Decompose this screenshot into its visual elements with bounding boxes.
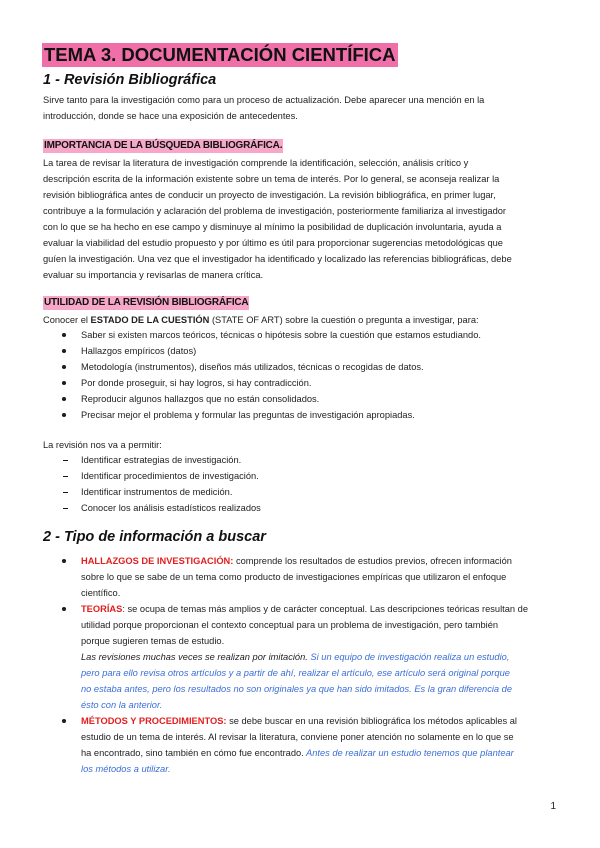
utilidad-bullet: Hallazgos empíricos (datos) (81, 346, 197, 356)
utilidad-bullet: Por donde proseguir, si hay logros, si hay contradicción. (81, 378, 312, 388)
section-1-intro-line: Sirve tanto para la investigación como para un proceso de actualización. Debe aparecer una mención en la (43, 95, 485, 105)
importancia-line: revisión bibliográfica antes de conducir un proyecto de investigación. La revisión bibliográfica, en primer lugar, (43, 190, 496, 200)
utilidad-bullet: Reproducir algunos hallazgos que no están consolidados. (81, 394, 320, 404)
importancia-line: La tarea de revisar la literatura de investigación comprende la identificación, selección, análisis crítico y (43, 158, 469, 168)
dash-icon (63, 492, 68, 493)
importancia-line: con lo que se ha hecho en ese campo y disminuye al mínimo la posibilidad de duplicación involuntaria, ayuda a (43, 222, 502, 232)
importancia-line: contribuye a la formulación y aclaración del problema de investigación, posteriormente familiariza al investigador (43, 206, 507, 216)
dash-icon (63, 460, 68, 461)
section-2-heading: 2 - Tipo de información a buscar (43, 529, 266, 545)
utilidad-intro: Conocer el ESTADO DE LA CUESTIÓN (STATE OF ART) sobre la cuestión o pregunta a investigar, para: (43, 315, 479, 325)
importancia-line: evaluar la viabilidad del estudio propuesto y por último es útil para proporcionar sugerencias metodológicas que (43, 238, 503, 248)
utilidad-bullet: Saber si existen marcos teóricos, técnicas o hipótesis sobre la cuestión que estamos estudiando. (81, 330, 481, 340)
importancia-line: evaluar su importancia y revisarlas de manera crítica. (43, 270, 264, 280)
estado-cuestion-term: ESTADO DE LA CUESTIÓN (90, 315, 210, 325)
revision-item: Conocer los análisis estadísticos realizados (81, 503, 261, 513)
importancia-line: guíen la investigación. Una vez que el investigador ha identificado y localizado las referencias bibliográficas, debe (43, 254, 512, 264)
section-1-heading: 1 - Revisión Bibliográfica (43, 72, 217, 88)
hallazgos-line: científico. (81, 588, 121, 598)
bullet-icon (62, 349, 66, 353)
section-1-intro-line: introducción, donde se hace una exposición de antecedentes. (43, 111, 298, 121)
page-number: 1 (550, 801, 556, 812)
hallazgos-line: HALLAZGOS DE INVESTIGACIÓN: comprende los resultados de estudios previos, ofrecen información (81, 556, 512, 566)
importancia-line: descripción escrita de la información existente sobre un tema de interés. Por lo general, se aconseja realizar la (43, 174, 500, 184)
importancia-heading: IMPORTANCIA DE LA BÚSQUEDA BIBLIOGRÁFICA. (44, 140, 283, 151)
utilidad-bullet: Precisar mejor el problema y formular las preguntas de investigación apropiadas. (81, 410, 415, 420)
hallazgos-line: sobre lo que se sabe de un tema como producto de investigaciones empíricas que utilizaron el enfoque (81, 572, 507, 582)
teorias-line: utilidad porque proporcionan el contexto conceptual para un problema de investigación, pero también (81, 620, 499, 630)
teorias-line: TEORÍAS: se ocupa de temas más amplios y de carácter conceptual. Las descripciones teóricas resultan de (81, 604, 528, 614)
revision-item: Identificar instrumentos de medición. (81, 487, 233, 497)
teorias-note-line: no estaba antes, pero los resultados no son originales ya que han sido imitados. Es la gran diferencia de (81, 684, 513, 694)
metodos-label: MÉTODOS Y PROCEDIMIENTOS: (81, 716, 227, 726)
teorias-line: porque sugieren temas de estudio. (81, 636, 225, 646)
bullet-icon (62, 365, 66, 369)
document-title: TEMA 3. DOCUMENTACIÓN CIENTÍFICA (44, 44, 396, 65)
teorias-note-line: pero para ello revisa otros artículos y a partir de ahí, realizar el artículo, ese artículo será original porque (81, 668, 510, 678)
dash-icon (63, 508, 68, 509)
metodos-line: ha encontrado, sino también en cómo fue encontrado. Antes de realizar un estudio tenemos que plantear (81, 748, 514, 758)
utilidad-bullet: Metodología (instrumentos), diseños más utilizados, técnicas o recogidas de datos. (81, 362, 424, 372)
metodos-line: estudio de un tema de interés. Al revisar la literatura, conviene poner atención no solamente en lo que se (81, 732, 514, 742)
bullet-icon (62, 607, 66, 611)
bullet-icon (62, 719, 66, 723)
bullet-icon (62, 333, 66, 337)
bullet-icon (62, 413, 66, 417)
metodos-note-line: los métodos a utilizar. (81, 764, 171, 774)
bullet-icon (62, 397, 66, 401)
dash-icon (63, 476, 68, 477)
bullet-icon (62, 381, 66, 385)
revision-item: Identificar estrategias de investigación. (81, 455, 242, 465)
teorias-note: Las revisiones muchas veces se realizan por imitación. (81, 652, 308, 662)
revision-item: Identificar procedimientos de investigación. (81, 471, 259, 481)
bullet-icon (62, 559, 66, 563)
hallazgos-label: HALLAZGOS DE INVESTIGACIÓN: (81, 556, 234, 566)
revision-intro: La revisión nos va a permitir: (43, 440, 162, 450)
teorias-label: TEORÍAS (81, 604, 123, 614)
utilidad-heading: UTILIDAD DE LA REVISIÓN BIBLIOGRÁFICA (44, 297, 249, 308)
metodos-line: MÉTODOS Y PROCEDIMIENTOS: se debe buscar en una revisión bibliográfica los métodos aplicables al (81, 716, 517, 726)
teorias-note-line: ésto con la anterior. (81, 700, 163, 710)
teorias-note-line: Las revisiones muchas veces se realizan por imitación. Si un equipo de investigación realiza un estudio, (81, 652, 510, 662)
